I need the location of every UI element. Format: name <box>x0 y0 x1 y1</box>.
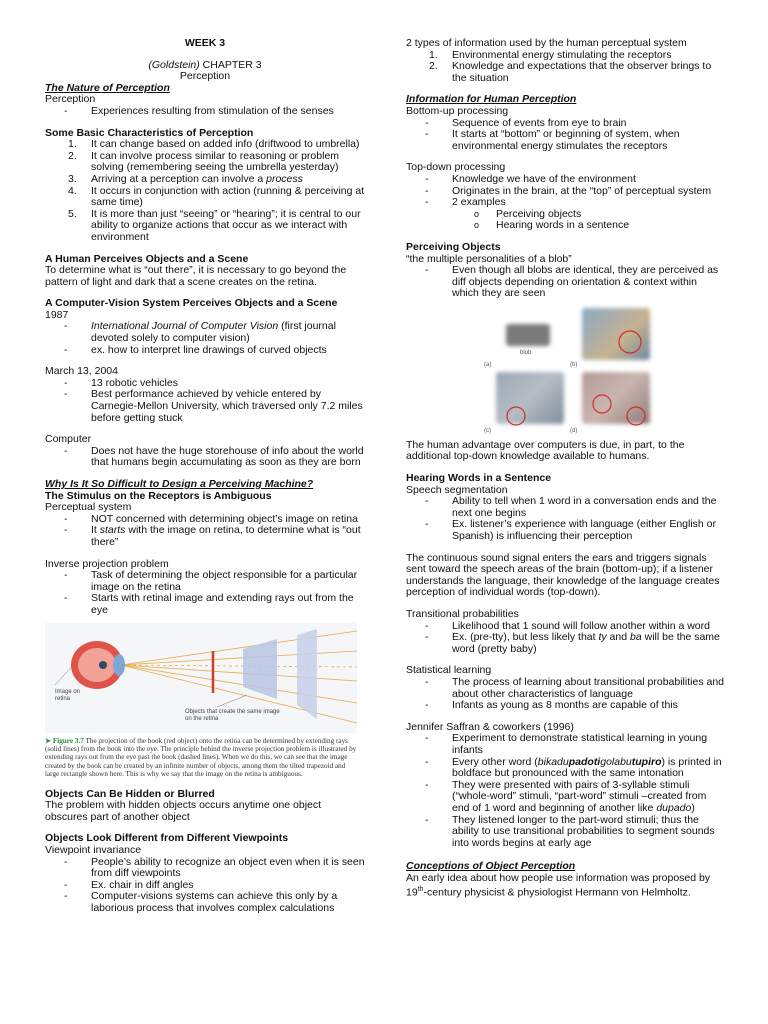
viewpoint-list <box>45 857 365 915</box>
perceptual-system-term: Perceptual system <box>45 501 132 514</box>
left-column <box>45 38 365 915</box>
statistical-term: Statistical learning <box>406 664 492 677</box>
right-column <box>406 38 726 900</box>
info-heading: Information for Human Perception <box>406 93 577 106</box>
list-item: o Perceiving objects <box>406 209 726 221</box>
inverse-term: Inverse projection problem <box>45 557 169 570</box>
inverse-projection-figure <box>45 623 357 733</box>
list-item: - NOT concerned with determining object’s image on retina <box>45 514 365 526</box>
panel-d-label: (d) <box>570 427 578 434</box>
list-item: - They were presented with pairs of 3-syllable stimuli (“whole-word” stimuli, “part-word” stimuli –created from end of 1 word and beginning of another like dupado) <box>406 780 726 815</box>
segmentation-list <box>406 496 726 542</box>
cv-list <box>45 321 365 356</box>
top-down-term: Top-down processing <box>406 161 506 174</box>
image-on-retina-label: Image on retina <box>55 688 81 702</box>
list-item: - Does not have the huge storehouse of info about the world that humans begin accumulating as soon as they are born <box>45 446 365 469</box>
objects-heading: Perceiving Objects <box>406 240 501 253</box>
panel-a-label: (a) <box>484 361 492 368</box>
list-item: - Every other word (bikadupadotigolabutupiro) is printed in boldface but pronounced with the same intonation <box>406 757 726 780</box>
panel-b-label: (b) <box>570 361 578 368</box>
list-item: - Knowledge we have of the environment <box>406 174 726 186</box>
highlight-circles <box>482 306 662 434</box>
cv-heading: A Computer-Vision System Perceives Objects and a Scene <box>45 297 338 310</box>
conceptions-text: An early idea about how people use information was proposed by 19th-century physicist & physiologist Hermann von Helmholtz. <box>406 871 711 899</box>
cv-date: March 13, 2004 <box>45 365 118 378</box>
list-item: - 2 examples <box>406 197 726 209</box>
conceptions-heading: Conceptions of Object Perception <box>406 860 576 873</box>
figure-caption: ➤ Figure 3.7 The projection of the book (red object) onto the retina can be determined by extending rays (solid lines) from the book into the eye. The principle behind the inverse projection problem is illustrated by extending rays out from the eye past the book (dashed lines). When we do this, we can see that the image created by the book can be created by an infinite number of objects, among them the tilted trapezoid and large rectangle shown here. This is why we say that the image on the retina is ambiguous. <box>45 736 357 779</box>
list-item: - International Journal of Computer Vision (first journal devoted solely to computer vision) <box>45 321 365 344</box>
nature-list <box>45 106 365 118</box>
rectangle-shape <box>297 629 317 719</box>
segmentation-term: Speech segmentation <box>406 483 508 496</box>
inverse-list <box>45 570 365 616</box>
list-item: 2. It can involve process similar to reasoning or problem solving (remembering seeing the umbrella yesterday) <box>68 149 340 174</box>
list-item: - They listened longer to the part-word stimuli; thus the ability to use transitional probabilities to segment sounds into words begins at early age <box>406 815 726 850</box>
hidden-heading: Objects Can Be Hidden or Blurred <box>45 787 215 800</box>
human-heading: A Human Perceives Objects and a Scene <box>45 252 249 265</box>
why-subheading: The Stimulus on the Receptors is Ambiguous <box>45 489 272 502</box>
list-item: - Task of determining the object responsible for a particular image on the retina <box>45 570 365 593</box>
transitional-list <box>406 621 726 656</box>
transitional-term: Transitional probabilities <box>406 608 519 620</box>
blob-label: blob <box>520 349 532 356</box>
list-item: 3. Arriving at a perception can involve a process <box>68 172 303 185</box>
objects-list <box>406 265 726 300</box>
week-title: WEEK 3 <box>184 37 226 49</box>
list-item: - Likelihood that 1 sound will follow another within a word <box>406 621 726 633</box>
viewpoints-heading: Objects Look Different from Different Viewpoints <box>45 832 289 845</box>
list-item: 5. It is more than just “seeing” or “hearing”; it is central to our ability to organize actions that occur as we interact with environment <box>68 207 361 243</box>
list-item: - Ex. (pre-tty), but less likely that ty and ba will be the same word (pretty baby) <box>406 632 726 655</box>
list-item: - People’s ability to recognize an object even when it is seen from diff viewpoints <box>45 857 365 880</box>
bottom-up-list <box>406 118 726 153</box>
nature-term: Perception <box>45 93 96 106</box>
bottom-up-term: Bottom-up processing <box>406 104 509 117</box>
list-item: 4. It occurs in conjunction with action (running & perceiving at same time) <box>68 184 365 209</box>
saffran-list <box>406 733 726 849</box>
list-item: - The process of learning about transitional probabilities and about other characteristics of language <box>406 677 726 700</box>
list-item: 2. Knowledge and expectations that the observer brings to the situation <box>429 60 712 84</box>
basic-heading: Some Basic Characteristics of Perception <box>45 126 254 139</box>
list-item: - ex. how to interpret line drawings of curved objects <box>45 345 365 357</box>
list-item: - Best performance achieved by vehicle entered by Carnegie-Mellon University, which traversed only 7.2 miles before getting stuck <box>45 389 365 424</box>
saffran-label: Jennifer Saffran & coworkers (1996) <box>406 720 574 733</box>
top-down-list <box>406 174 726 209</box>
nature-heading: The Nature of Perception <box>45 81 170 94</box>
list-item: - Sequence of events from eye to brain <box>406 118 726 130</box>
list-item: - Ex. chair in diff angles <box>45 880 365 892</box>
examples-list <box>406 209 726 232</box>
types-intro: 2 types of information used by the human perceptual system <box>406 37 687 49</box>
cv-year: 1987 <box>45 308 69 321</box>
hidden-text: The problem with hidden objects occurs anytime one object obscures part of another object <box>45 799 322 823</box>
hearing-heading: Hearing Words in a Sentence <box>406 472 552 485</box>
list-item: - Originates in the brain, at the “top” of perceptual system <box>406 186 726 198</box>
sound-signal-paragraph: The continuous sound signal enters the ears and triggers signals sent toward the speech areas of the brain (bottom-up); if a listener understands the language, their knowledge of the language creates perception of individual words (top-down). <box>406 551 720 599</box>
list-item: - 13 robotic vehicles <box>45 378 365 390</box>
trapezoid-shape <box>243 639 277 699</box>
blob-quote: “the multiple personalities of a blob” <box>406 252 572 265</box>
objects-label: Objects that create the same image on the retina <box>185 708 280 722</box>
list-item: 1. Environmental energy stimulating the receptors <box>429 48 672 61</box>
cv-2004-list <box>45 378 365 424</box>
list-item: - Ex. listener’s experience with language (either English or Spanish) is influencing their perception <box>406 519 726 542</box>
panel-c-label: (c) <box>484 427 491 434</box>
list-item: - Starts with retinal image and extending rays out from the eye <box>45 593 365 616</box>
human-text: To determine what is “out there”, it is necessary to go beyond the pattern of light and dark that a scene creates on the retina. <box>45 264 347 288</box>
computer-label: Computer <box>45 433 92 446</box>
list-item: - Infants as young as 8 months are capable of this <box>406 700 726 712</box>
list-item: o Hearing words in a sentence <box>406 220 726 232</box>
list-item: - It starts at “bottom” or beginning of system, when environmental energy stimulates the receptors <box>406 129 726 152</box>
types-list <box>406 50 726 85</box>
list-item: - Experiences resulting from stimulation of the senses <box>45 106 365 118</box>
computer-list <box>45 446 365 469</box>
blob-figure <box>482 306 662 434</box>
list-item: - It starts with the image on retina, to determine what is “out there” <box>45 525 365 548</box>
basic-list <box>45 139 365 243</box>
list-item: - Even though all blobs are identical, they are perceived as diff objects depending on orientation & context within which they are seen <box>406 265 726 300</box>
subject-line: Perception <box>179 70 231 83</box>
chapter-line: (Goldstein) CHAPTER 3 <box>148 58 262 71</box>
statistical-list <box>406 677 726 712</box>
list-item: - Ability to tell when 1 word in a conversation ends and the next one begins <box>406 496 726 519</box>
list-item: 1. It can change based on added info (driftwood to umbrella) <box>68 138 360 151</box>
list-item: - Experiment to demonstrate statistical learning in young infants <box>406 733 726 756</box>
why-heading: Why Is It So Difficult to Design a Perceiving Machine? <box>45 478 314 490</box>
list-item: - Computer-visions systems can achieve this only by a laborious process that involves complex calculations <box>45 891 365 914</box>
advantage-text: The human advantage over computers is due, in part, to the additional top-down knowledge available to humans. <box>406 438 685 463</box>
why-list <box>45 514 365 549</box>
viewpoint-term: Viewpoint invariance <box>45 843 142 856</box>
